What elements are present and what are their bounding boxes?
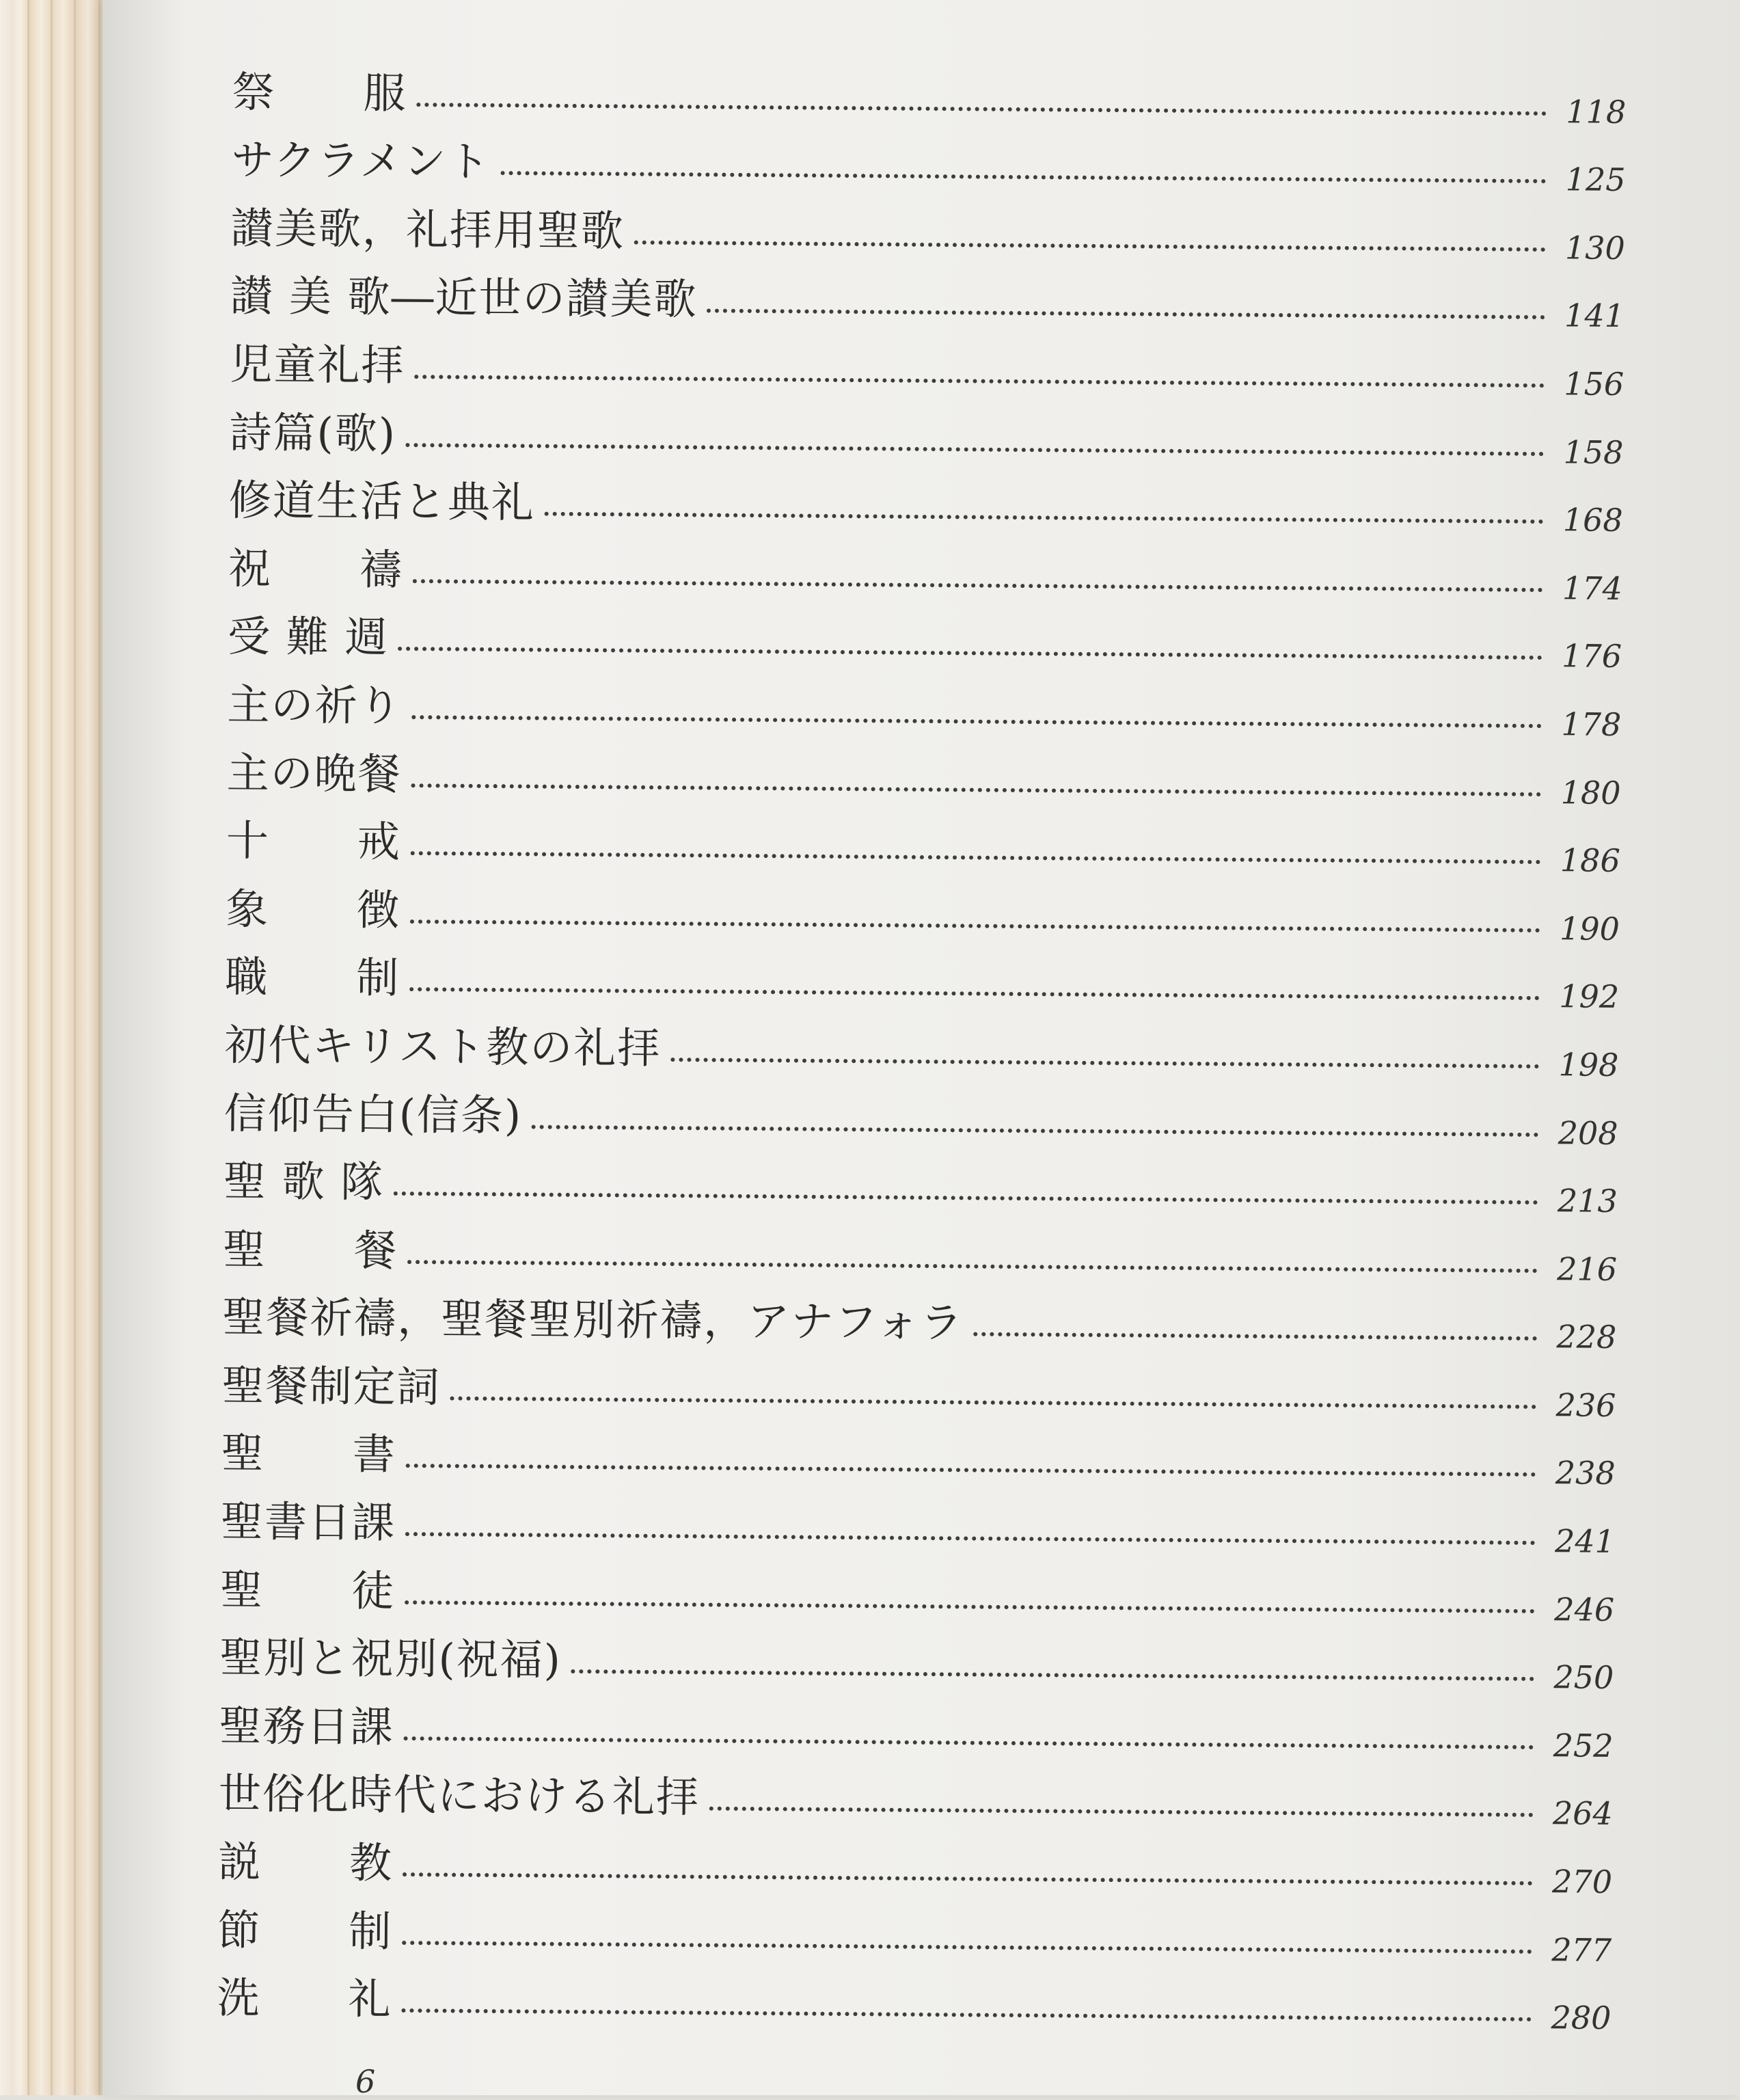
- dot-leader: [401, 2008, 1532, 2021]
- dot-leader: [411, 715, 1542, 728]
- toc-entry: [225, 933, 1620, 1016]
- toc-entry-page: 156: [1564, 365, 1625, 403]
- toc-entry-title: 受 難 週: [227, 611, 389, 663]
- toc-entry: [221, 1341, 1616, 1424]
- toc-entry-page: 190: [1559, 910, 1620, 947]
- dot-leader: [973, 1332, 1537, 1341]
- dot-leader: [411, 783, 1542, 796]
- toc-entry: [218, 1750, 1614, 1833]
- toc-entry-title: 聖餐祈禱，聖餐聖別祈禱，アナフォラ: [222, 1292, 964, 1348]
- page-edge-line: [98, 0, 100, 2095]
- toc-entry-title: 信仰告白(信条): [223, 1088, 523, 1140]
- toc-entry-title: 聖 書: [221, 1428, 397, 1480]
- dot-leader: [407, 1260, 1538, 1273]
- toc-entry-page: 198: [1558, 1046, 1619, 1083]
- toc-entry: [232, 48, 1627, 131]
- toc-entry: [228, 457, 1624, 539]
- toc-entry-page: 192: [1559, 978, 1620, 1016]
- toc-entry-title: 修道生活と典礼: [228, 475, 536, 528]
- dot-leader: [398, 647, 1543, 660]
- toc-entry-title: サクラメント: [231, 135, 491, 187]
- toc-entry-title: 詩篇(歌): [229, 407, 397, 459]
- toc-entry: [229, 388, 1624, 471]
- toc-entry-title: 初代キリスト教の礼拝: [224, 1019, 662, 1073]
- dot-leader: [500, 171, 1546, 183]
- toc-entry-page: 178: [1561, 705, 1622, 743]
- dot-leader: [545, 512, 1544, 524]
- dot-leader: [406, 1464, 1536, 1477]
- dot-leader: [707, 309, 1545, 320]
- dot-leader: [571, 1669, 1535, 1681]
- toc-entry-page: 168: [1562, 501, 1623, 539]
- toc-entry-page: 186: [1560, 842, 1620, 880]
- toc-entry: [227, 660, 1622, 743]
- toc-entry-title: 職 制: [225, 952, 400, 1004]
- toc-entry: [225, 865, 1620, 947]
- toc-entry-title: 世俗化時代における礼拝: [218, 1768, 701, 1822]
- toc-entry: [231, 116, 1626, 199]
- dot-leader: [416, 103, 1547, 116]
- toc-entry-title: 主の祈り: [227, 679, 403, 731]
- dot-leader: [394, 1192, 1538, 1204]
- toc-entry-title: 主の晩餐: [226, 747, 402, 799]
- toc-entry-page: 250: [1553, 1658, 1614, 1697]
- page-edge-line: [27, 0, 29, 2095]
- toc-entry-page: 241: [1554, 1522, 1616, 1561]
- dot-leader: [709, 1807, 1534, 1817]
- dot-leader: [405, 1600, 1535, 1613]
- toc-entry-title: 十 戒: [226, 816, 402, 867]
- toc-entry-page: 270: [1551, 1863, 1613, 1900]
- toc-entry: [217, 1818, 1613, 1900]
- dot-leader: [634, 240, 1546, 251]
- toc-entry-title: 祭 服: [232, 66, 407, 118]
- toc-entry-title: 聖 餐: [222, 1224, 398, 1276]
- toc-entry-title: 祝 禱: [228, 543, 404, 595]
- dot-leader: [450, 1396, 1536, 1408]
- dot-leader: [406, 443, 1545, 456]
- page-edge-line: [51, 0, 53, 2095]
- dot-leader: [532, 1125, 1539, 1137]
- toc-entry: [223, 1069, 1618, 1152]
- toc-entry-title: 聖餐制定詞: [221, 1360, 441, 1412]
- toc-entry-title: 説 教: [217, 1836, 394, 1888]
- toc-entry-page: 238: [1555, 1454, 1616, 1492]
- toc-entry-page: 118: [1566, 92, 1627, 131]
- toc-entry: [226, 729, 1621, 811]
- toc-entry-page: 246: [1554, 1590, 1615, 1628]
- dot-leader: [409, 987, 1540, 1000]
- dot-leader: [411, 851, 1541, 864]
- toc-entry-title: 児童礼拝: [230, 338, 405, 390]
- toc-entry: [219, 1614, 1614, 1697]
- toc-entry-page: 213: [1557, 1182, 1618, 1220]
- toc-entry-title: 節 制: [217, 1904, 393, 1956]
- toc-entry-page: 236: [1555, 1386, 1616, 1424]
- toc-entry: [230, 252, 1625, 335]
- toc-entry-page: 277: [1551, 1930, 1612, 1969]
- toc-entry-page: 228: [1556, 1318, 1617, 1356]
- toc-entry: [219, 1682, 1614, 1764]
- toc-entry-page: 176: [1562, 637, 1622, 675]
- page-number: 6: [355, 2063, 376, 2100]
- table-of-contents: [217, 48, 1627, 2037]
- toc-entry-page: 158: [1563, 433, 1624, 471]
- toc-entry-title: 洗 礼: [217, 1973, 392, 2025]
- toc-entry-title: 象 徴: [225, 883, 401, 935]
- toc-entry: [217, 1886, 1612, 1969]
- toc-entry-page: 280: [1551, 1999, 1612, 2037]
- toc-entry-page: 252: [1553, 1727, 1614, 1764]
- toc-entry-page: 264: [1552, 1794, 1613, 1833]
- toc-entry: [222, 1205, 1618, 1288]
- dot-leader: [413, 579, 1543, 592]
- toc-entry: [220, 1546, 1615, 1628]
- toc-entry: [230, 184, 1626, 267]
- toc-entry: [221, 1410, 1616, 1492]
- toc-entry-title: 讃美歌，礼拝用聖歌: [230, 202, 625, 256]
- dot-leader: [414, 375, 1545, 388]
- toc-entry-page: 130: [1564, 229, 1625, 267]
- toc-entry-title: 聖務日課: [219, 1700, 395, 1752]
- toc-entry: [227, 593, 1622, 675]
- page-edge-line: [74, 0, 76, 2095]
- toc-entry-page: 174: [1562, 569, 1623, 607]
- toc-entry: [230, 320, 1625, 403]
- toc-entry: [228, 524, 1623, 607]
- toc-entry-page: 141: [1564, 297, 1625, 335]
- toc-entry-page: 208: [1558, 1114, 1618, 1152]
- toc-entry: [220, 1477, 1616, 1561]
- toc-entry-title: 聖 徒: [220, 1564, 396, 1616]
- toc-entry-page: 125: [1565, 161, 1626, 199]
- dot-leader: [405, 1532, 1536, 1545]
- toc-entry: [224, 1001, 1619, 1083]
- toc-entry: [223, 1137, 1618, 1220]
- toc-entry: [226, 796, 1621, 880]
- toc-entry-page: 216: [1557, 1250, 1618, 1288]
- dot-leader: [410, 919, 1540, 932]
- dot-leader: [402, 1941, 1532, 1954]
- dot-leader: [670, 1058, 1539, 1068]
- toc-entry-title: 聖書日課: [220, 1496, 396, 1548]
- dot-leader: [404, 1736, 1534, 1749]
- toc-entry-title: 聖 歌 隊: [223, 1156, 385, 1207]
- toc-entry-page: 180: [1560, 773, 1621, 811]
- toc-entry-title: 聖別と祝別(祝福): [219, 1632, 562, 1686]
- toc-entry: [217, 1954, 1612, 2037]
- dot-leader: [403, 1872, 1533, 1885]
- toc-entry-title: 讃 美 歌―近世の讃美歌: [230, 271, 698, 325]
- toc-entry: [222, 1274, 1617, 1356]
